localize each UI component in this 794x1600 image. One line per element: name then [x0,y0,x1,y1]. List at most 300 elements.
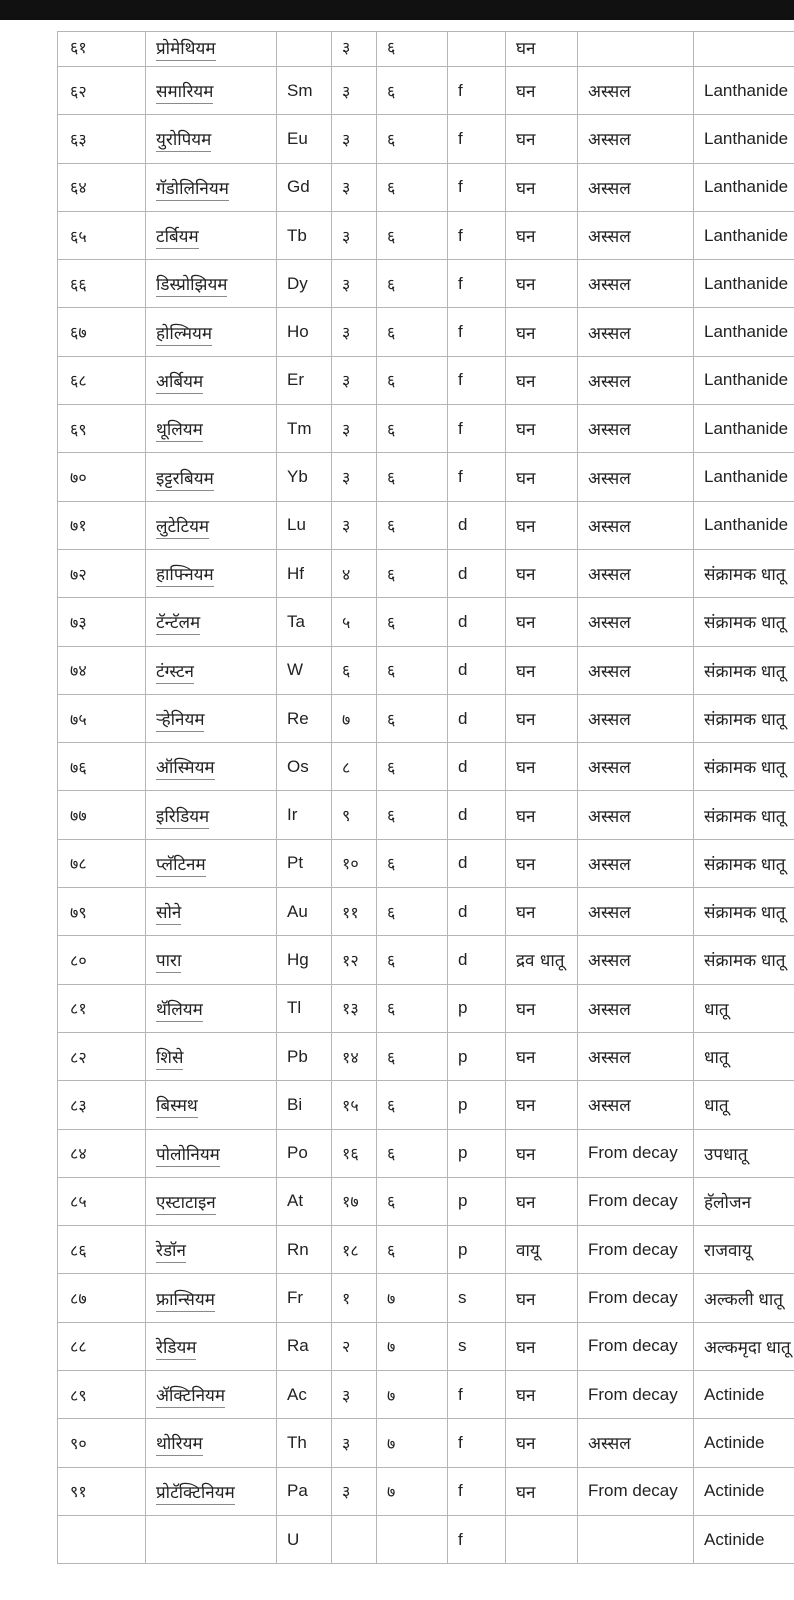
origin-cell: अस्सल [578,598,694,646]
atomic-number-cell: ६७ [58,308,146,356]
element-name-link[interactable]: ऑस्मियम [156,758,215,779]
group-cell: ५ [332,598,377,646]
element-symbol-cell: Ho [277,308,332,356]
table-row [58,646,794,694]
element-name-cell [146,1515,277,1563]
element-symbol-cell: Pb [277,1032,332,1080]
element-name-cell [146,1467,277,1515]
category-cell: धातू [694,1081,794,1129]
element-name-link[interactable]: इट्टरबियम [156,468,214,489]
period-cell: ६ [377,1177,448,1225]
origin-cell: अस्सल [578,839,694,887]
state-cell: घन [506,1081,578,1129]
element-symbol-cell: Pt [277,839,332,887]
atomic-number-cell: ८६ [58,1226,146,1274]
state-cell: घन [506,356,578,404]
category-cell: Lanthanide [694,356,794,404]
element-name-link[interactable]: डिस्प्रोझियम [156,275,228,296]
table-row [58,1081,794,1129]
atomic-number-cell: ७८ [58,839,146,887]
table-row [58,1274,794,1322]
atomic-number-cell: ७३ [58,598,146,646]
category-cell: संक्रामक धातू [694,839,794,887]
group-cell: ७ [332,694,377,742]
top-bar [0,0,794,20]
element-name-link[interactable]: प्रोमेथियम [156,39,216,59]
element-name-cell [146,1226,277,1274]
table-row [58,598,794,646]
element-name-link[interactable]: इरिडियम [156,806,210,827]
block-cell: p [448,1032,506,1080]
block-cell: f [448,356,506,404]
group-cell: १५ [332,1081,377,1129]
period-cell: ६ [377,694,448,742]
element-name-link[interactable]: टॅन्टॅलम [156,613,201,634]
table-row [58,1129,794,1177]
element-name-cell [146,115,277,163]
category-cell: Actinide [694,1515,794,1563]
element-symbol-cell: Eu [277,115,332,163]
element-symbol-cell: Gd [277,163,332,211]
block-cell: f [448,1467,506,1515]
origin-cell: अस्सल [578,694,694,742]
period-cell: ६ [377,260,448,308]
period-cell: ६ [377,1081,448,1129]
atomic-number-cell: ९० [58,1419,146,1467]
category-cell: धातू [694,984,794,1032]
category-cell [694,32,794,67]
element-symbol-cell: Hg [277,936,332,984]
group-cell: १८ [332,1226,377,1274]
period-cell: ६ [377,501,448,549]
category-cell: अल्कमृदा धातू [694,1322,794,1370]
origin-cell: अस्सल [578,260,694,308]
block-cell: f [448,211,506,259]
origin-cell: From decay [578,1467,694,1515]
element-symbol-cell: Po [277,1129,332,1177]
state-cell: घन [506,32,578,67]
atomic-number-cell: ७१ [58,501,146,549]
element-name-link[interactable]: शिसे [156,1048,184,1069]
block-cell: d [448,646,506,694]
state-cell: घन [506,791,578,839]
origin-cell: अस्सल [578,163,694,211]
atomic-number-cell: ६९ [58,405,146,453]
state-cell [506,1515,578,1563]
atomic-number-cell: ७७ [58,791,146,839]
period-cell: ७ [377,1322,448,1370]
atomic-number-cell: ८३ [58,1081,146,1129]
block-cell: d [448,839,506,887]
element-name-link[interactable]: गॅडोलिनियम [156,178,229,199]
table-row [58,1226,794,1274]
block-cell: p [448,984,506,1032]
state-cell: घन [506,163,578,211]
period-cell: ६ [377,453,448,501]
period-cell: ६ [377,984,448,1032]
table-row [58,115,794,163]
state-cell: घन [506,598,578,646]
block-cell: f [448,260,506,308]
period-cell: ६ [377,1226,448,1274]
origin-cell [578,1515,694,1563]
atomic-number-cell: ६२ [58,67,146,115]
element-symbol-cell: Fr [277,1274,332,1322]
state-cell: घन [506,1274,578,1322]
group-cell: १६ [332,1129,377,1177]
state-cell: घन [506,839,578,887]
category-cell: संक्रामक धातू [694,646,794,694]
category-cell: Lanthanide [694,308,794,356]
origin-cell: अस्सल [578,405,694,453]
category-cell: Lanthanide [694,163,794,211]
group-cell: १४ [332,1032,377,1080]
element-name-link[interactable]: टर्बियम [156,227,199,248]
element-name-link[interactable]: थोरियम [156,1434,203,1455]
category-cell: संक्रामक धातू [694,791,794,839]
table-row [58,694,794,742]
state-cell: द्रव धातू [506,936,578,984]
element-name-cell [146,1032,277,1080]
state-cell: घन [506,549,578,597]
element-name-cell [146,743,277,791]
group-cell: ४ [332,549,377,597]
category-cell: अल्कली धातू [694,1274,794,1322]
table-row [58,1515,794,1563]
state-cell: वायू [506,1226,578,1274]
elements-table-wrapper [57,31,794,1564]
state-cell: घन [506,694,578,742]
category-cell: संक्रामक धातू [694,888,794,936]
element-name-cell [146,598,277,646]
element-name-cell [146,32,277,67]
origin-cell: From decay [578,1274,694,1322]
element-name-cell [146,1177,277,1225]
period-cell: ७ [377,1274,448,1322]
group-cell: ३ [332,260,377,308]
element-symbol-cell: Dy [277,260,332,308]
element-name-link[interactable]: एस्टाटाइन [156,1192,216,1213]
element-name-cell [146,1081,277,1129]
block-cell: d [448,936,506,984]
origin-cell: अस्सल [578,1081,694,1129]
element-symbol-cell: Re [277,694,332,742]
element-name-cell [146,936,277,984]
atomic-number-cell: ६८ [58,356,146,404]
state-cell: घन [506,308,578,356]
period-cell: ६ [377,791,448,839]
category-cell: राजवायू [694,1226,794,1274]
table-row [58,32,794,67]
state-cell: घन [506,115,578,163]
element-name-link[interactable]: थॅलियम [156,999,203,1020]
element-name-link[interactable]: होल्मियम [156,323,213,344]
element-symbol-cell: Ac [277,1371,332,1419]
element-name-link[interactable]: ऱ्हेनियम [156,710,205,730]
table-row [58,549,794,597]
category-cell: Actinide [694,1467,794,1515]
category-cell: संक्रामक धातू [694,549,794,597]
period-cell: ६ [377,405,448,453]
block-cell: p [448,1129,506,1177]
element-name-cell [146,888,277,936]
atomic-number-cell: ७० [58,453,146,501]
element-symbol-cell: Ir [277,791,332,839]
group-cell: १३ [332,984,377,1032]
block-cell: p [448,1177,506,1225]
table-row [58,67,794,115]
element-symbol-cell: Sm [277,67,332,115]
state-cell: घन [506,405,578,453]
element-symbol-cell: Rn [277,1226,332,1274]
element-name-cell [146,839,277,887]
group-cell: ८ [332,743,377,791]
element-name-cell [146,211,277,259]
origin-cell: अस्सल [578,549,694,597]
category-cell: संक्रामक धातू [694,598,794,646]
element-symbol-cell: Ta [277,598,332,646]
table-row [58,1419,794,1467]
category-cell: संक्रामक धातू [694,694,794,742]
table-row [58,356,794,404]
period-cell: ६ [377,1129,448,1177]
atomic-number-cell: ६४ [58,163,146,211]
element-symbol-cell: Ra [277,1322,332,1370]
period-cell: ६ [377,115,448,163]
origin-cell: अस्सल [578,743,694,791]
element-name-cell [146,308,277,356]
element-name-link[interactable]: टंग्स्टन [156,661,194,682]
element-name-cell [146,1322,277,1370]
element-name-cell [146,405,277,453]
table-row [58,308,794,356]
block-cell: s [448,1322,506,1370]
table-row [58,163,794,211]
element-symbol-cell: Hf [277,549,332,597]
element-name-link[interactable]: फ्रान्सियम [156,1289,215,1310]
element-name-cell [146,694,277,742]
block-cell: p [448,1081,506,1129]
state-cell: घन [506,1467,578,1515]
atomic-number-cell: ७२ [58,549,146,597]
origin-cell: अस्सल [578,791,694,839]
element-name-link[interactable]: युरोपियम [156,130,212,151]
state-cell: घन [506,1419,578,1467]
category-cell: Lanthanide [694,211,794,259]
group-cell: १० [332,839,377,887]
category-cell: Lanthanide [694,501,794,549]
group-cell: ३ [332,67,377,115]
element-name-cell [146,453,277,501]
origin-cell: अस्सल [578,1419,694,1467]
element-symbol-cell: At [277,1177,332,1225]
element-name-cell [146,984,277,1032]
category-cell: Lanthanide [694,67,794,115]
element-symbol-cell: Th [277,1419,332,1467]
state-cell: घन [506,1322,578,1370]
element-name-cell [146,163,277,211]
period-cell: ७ [377,1419,448,1467]
element-name-link[interactable]: सोने [156,903,182,924]
element-name-link[interactable]: प्लॅटिनम [156,854,206,875]
table-row [58,405,794,453]
state-cell: घन [506,646,578,694]
period-cell: ६ [377,743,448,791]
group-cell: ३ [332,356,377,404]
origin-cell: अस्सल [578,984,694,1032]
origin-cell: अस्सल [578,646,694,694]
category-cell: Lanthanide [694,260,794,308]
origin-cell: अस्सल [578,67,694,115]
table-row [58,936,794,984]
atomic-number-cell: ८५ [58,1177,146,1225]
block-cell: d [448,501,506,549]
category-cell: उपधातू [694,1129,794,1177]
atomic-number-cell: ६१ [58,32,146,67]
group-cell: ९ [332,791,377,839]
table-row [58,453,794,501]
element-name-link[interactable]: रेडियम [156,1337,197,1358]
block-cell: d [448,888,506,936]
table-row [58,1177,794,1225]
state-cell: घन [506,67,578,115]
element-name-cell [146,1371,277,1419]
element-symbol-cell: W [277,646,332,694]
state-cell: घन [506,888,578,936]
group-cell: ३ [332,32,377,67]
period-cell: ६ [377,67,448,115]
period-cell: ६ [377,646,448,694]
origin-cell: अस्सल [578,453,694,501]
element-name-cell [146,646,277,694]
element-symbol-cell: Bi [277,1081,332,1129]
period-cell: ६ [377,839,448,887]
origin-cell: From decay [578,1129,694,1177]
block-cell: f [448,308,506,356]
element-name-link[interactable]: ॲक्टिनियम [156,1386,226,1407]
table-row [58,1322,794,1370]
group-cell: ३ [332,308,377,356]
group-cell: २ [332,1322,377,1370]
table-row [58,1467,794,1515]
block-cell: d [448,598,506,646]
element-symbol-cell: Os [277,743,332,791]
element-name-link[interactable]: लुटेटियम [156,516,210,537]
block-cell: p [448,1226,506,1274]
period-cell: ६ [377,598,448,646]
table-row [58,984,794,1032]
period-cell: ६ [377,1032,448,1080]
group-cell: ३ [332,453,377,501]
table-row [58,888,794,936]
group-cell: ११ [332,888,377,936]
table-row [58,1032,794,1080]
category-cell: Lanthanide [694,115,794,163]
element-name-cell [146,1274,277,1322]
table-row [58,743,794,791]
group-cell: ३ [332,163,377,211]
group-cell: ३ [332,501,377,549]
element-symbol-cell: Pa [277,1467,332,1515]
atomic-number-cell: ८२ [58,1032,146,1080]
table-row [58,211,794,259]
group-cell: १७ [332,1177,377,1225]
element-symbol-cell: Yb [277,453,332,501]
category-cell: संक्रामक धातू [694,743,794,791]
block-cell: f [448,453,506,501]
category-cell: Lanthanide [694,453,794,501]
group-cell: ३ [332,405,377,453]
element-name-link[interactable]: समारियम [156,82,214,103]
element-name-link[interactable]: थूलियम [156,420,203,441]
element-name-link[interactable]: पारा [156,951,182,972]
element-name-cell [146,67,277,115]
block-cell: d [448,743,506,791]
group-cell: ३ [332,1371,377,1419]
block-cell: f [448,67,506,115]
period-cell: ६ [377,308,448,356]
group-cell: ३ [332,115,377,163]
element-symbol-cell: Lu [277,501,332,549]
element-name-link[interactable]: पोलोनियम [156,1144,220,1165]
element-symbol-cell: Tl [277,984,332,1032]
origin-cell: अस्सल [578,888,694,936]
element-symbol-cell: Tm [277,405,332,453]
atomic-number-cell: ७६ [58,743,146,791]
origin-cell: अस्सल [578,501,694,549]
atomic-number-cell: ६६ [58,260,146,308]
atomic-number-cell: ६५ [58,211,146,259]
origin-cell: अस्सल [578,936,694,984]
group-cell: ६ [332,646,377,694]
element-name-link[interactable]: रेडॉन [156,1241,186,1262]
atomic-number-cell: ८९ [58,1371,146,1419]
state-cell: घन [506,1129,578,1177]
element-name-cell [146,549,277,597]
state-cell: घन [506,453,578,501]
element-name-cell [146,1419,277,1467]
block-cell [448,32,506,67]
table-row [58,501,794,549]
element-name-link[interactable]: बिस्मथ [156,1096,198,1117]
period-cell: ६ [377,888,448,936]
category-cell: Actinide [694,1419,794,1467]
category-cell: Actinide [694,1371,794,1419]
state-cell: घन [506,211,578,259]
period-cell: ६ [377,356,448,404]
category-cell: Lanthanide [694,405,794,453]
period-cell: ७ [377,1467,448,1515]
element-name-link[interactable]: हाफ्नियम [156,565,214,586]
element-name-cell [146,791,277,839]
atomic-number-cell: ८४ [58,1129,146,1177]
table-row [58,791,794,839]
elements-table [57,31,794,1564]
block-cell: d [448,694,506,742]
origin-cell: From decay [578,1177,694,1225]
element-name-link[interactable]: अर्बियम [156,371,204,392]
origin-cell: From decay [578,1226,694,1274]
atomic-number-cell: ८८ [58,1322,146,1370]
state-cell: घन [506,501,578,549]
period-cell: ६ [377,936,448,984]
origin-cell: अस्सल [578,115,694,163]
element-name-link[interactable]: प्रोटॅक्टिनियम [156,1482,235,1503]
atomic-number-cell: ७९ [58,888,146,936]
atomic-number-cell: ८१ [58,984,146,1032]
state-cell: घन [506,1177,578,1225]
category-cell: धातू [694,1032,794,1080]
